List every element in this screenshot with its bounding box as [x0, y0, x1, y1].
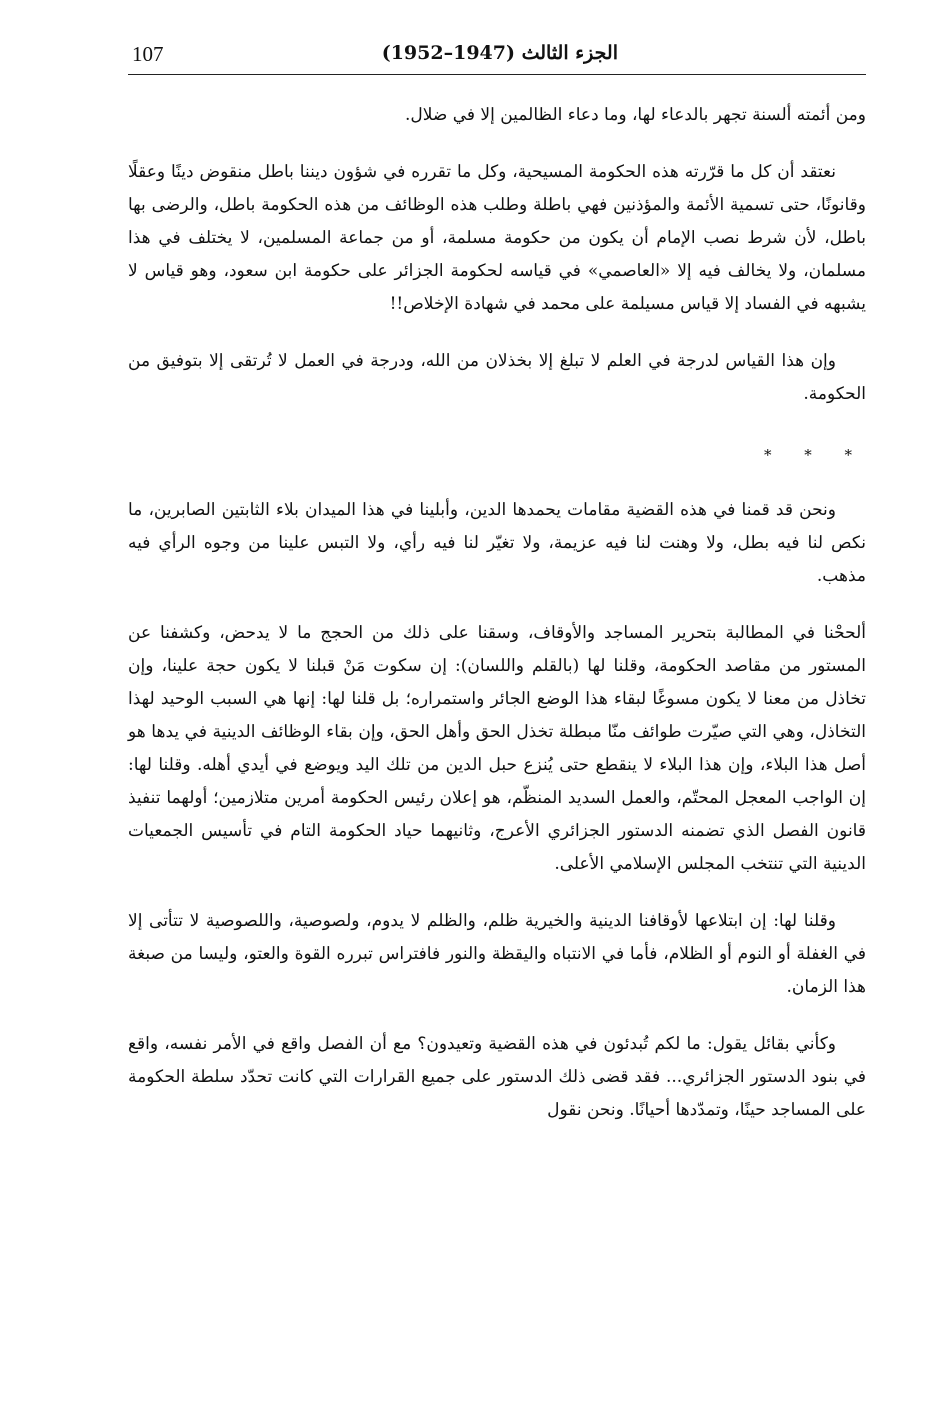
body-text	[128, 99, 866, 1127]
paragraph: ونحن قد قمنا في هذه القضية مقامات يحمدها الدين، وأبلينا في هذا الميدان بلاء الثابتين الصابرين، ما نكص لنا فيه بطل، ولا وهنت لنا فيه عزيمة، ولا تغيّر لنا فيه رأي، ولا التبس علينا من وجوه الرأي فيه مذهب.	[128, 500, 866, 586]
section-separator: * * *	[763, 446, 866, 464]
paragraph: وإن هذا القياس لدرجة في العلم لا تبلغ إلا بخذلان من الله، ودرجة في العمل لا تُرتقى إلا بتوفيق من الحكومة.	[128, 351, 866, 404]
chapter-title: الجزء الثالث (1947–1952)	[381, 42, 618, 64]
paragraph: ألححْنا في المطالبة بتحرير المساجد والأوقاف، وسقنا على ذلك من الحجج ما لا يدحض، وكشفنا عن المستور من مقاصد الحكومة، وقلنا لها (بالقلم واللسان): إن سكوت مَنْ قبلنا لا يكون حجة علينا، وإن تخاذل من معنا لا يكون مسوغًا لبقاء هذا الوضع الجائر واستمراره؛ بل قلنا لها: إنها هي السبب الوحيد لهذا التخاذل، وهي التي صيّرت طوائف منّا مبطلة تخذل الحق وأهل الحق، وإن بقاء الوظائف الدينية في يدها هو أصل هذا البلاء، وإن هذا البلاء لا ينقطع حتى يُنزع حبل الدين من تلك اليد ويوضع في أيدي أهله. وقلنا لها: إن الواجب المعجل المحتّم، والعمل السديد المنظّم، هو إعلان رئيس الحكومة أمرين متلازمين؛ أولهما تنفيذ قانون الفصل الذي تضمنه الدستور الجزائري الأعرج، وثانيهما حياد الحكومة التام في تأسيس الجمعيات الدينية التي تنتخب المجلس الإسلامي الأعلى.	[128, 623, 866, 874]
paragraph: نعتقد أن كل ما قرّرته هذه الحكومة المسيحية، وكل ما تقرره في شؤون ديننا باطل منقوض دينًا وعقلًا وقانونًا، حتى تسمية الأئمة والمؤذنين فهي باطلة وطلب هذه الوظائف من هذه الحكومة باطل، والرضى بها باطل، لأن شرط نصب الإمام أن يكون من حكومة مسلمة، أو من جماعة المسلمين، لا يختلف في هذا مسلمان، ولا يخالف فيه إلا «العاصمي» في قياسه لحكومة الجزائر على حكومة ابن سعود، وهو قياس لا يشبهه في الفساد إلا قياس مسيلمة على محمد في شهادة الإخلاص!!	[128, 162, 866, 314]
running-header	[128, 38, 866, 75]
paragraph: وقلنا لها: إن ابتلاعها لأوقافنا الدينية والخيرية ظلم، والظلم لا يدوم، ولصوصية، واللصوصية لا تتأتى إلا في الغفلة أو النوم أو الظلام، فأما في الانتباه واليقظة والنور فافتراس تبرره القوة والعتو، وليسا من صبغة هذا الزمان.	[128, 911, 866, 997]
paragraph: ومن أئمته ألسنة تجهر بالدعاء لها، وما دعاء الظالمين إلا في ضلال.	[404, 105, 866, 125]
paragraph: وكأني بقائل يقول: ما لكم تُبدئون في هذه القضية وتعيدون؟ مع أن الفصل واقع في الأمر نفسه، واقع في بنود الدستور الجزائري... فقد قضى ذلك الدستور على جميع القرارات التي كانت تحدّد سلطة الحكومة على المساجد حينًا، وتمدّدها أحيانًا. ونحن نقول	[128, 1034, 866, 1120]
page-number: 107	[132, 42, 164, 66]
book-page	[128, 38, 866, 1151]
